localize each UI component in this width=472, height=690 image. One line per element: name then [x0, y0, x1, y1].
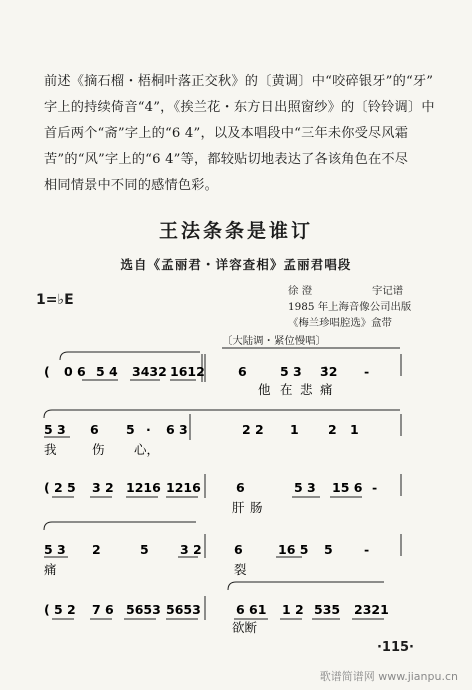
tune-label: 〔大陆调・紧位慢唱〕 [222, 335, 326, 347]
slur-row2 [44, 410, 400, 418]
note-r1-5: 6 [238, 364, 247, 379]
note-r1-4: 1612 [170, 364, 205, 379]
note-r3-8: - [372, 480, 378, 495]
lyric-r2-2: 伤 [92, 442, 105, 457]
note-r3-6: 5 3 [294, 480, 316, 495]
lyric-r3-1: 肝 [232, 500, 245, 515]
paragraph-line-3: 首后两个“斋”字上的“6 4”，以及本唱段中“三年未你受尽风霜 [44, 126, 409, 141]
credit-publisher: 1985 年上海音像公司出版 [288, 301, 412, 313]
note-r1-6: 5 3 [280, 364, 302, 379]
song-title: 王法条条是谁订 [158, 220, 313, 242]
note-r2-7: 1 [290, 422, 299, 437]
note-r2-8: 2 [328, 422, 337, 437]
lyric-r1-1: 他 [258, 382, 271, 397]
note-r5-5: 6 61 [236, 602, 267, 617]
note-r4-7: 5 [324, 542, 333, 557]
note-r1-2: 5 4 [96, 364, 118, 379]
note-r2-6: 2 2 [242, 422, 264, 437]
note-r4-3: 5 [140, 542, 149, 557]
note-r3-5: 6 [236, 480, 245, 495]
lyric-r2-1: 我 [44, 442, 57, 457]
note-r5-6: 1 2 [282, 602, 304, 617]
slur-row5 [228, 582, 384, 590]
paragraph-line-1: 前述《摘石榴・梧桐叶落正交秋》的〔黄调〕中“咬碎银牙”的“牙” [44, 74, 434, 89]
note-r3-2: 3 2 [92, 480, 114, 495]
lyric-r1-4: 痛 [320, 382, 333, 397]
paragraph-line-4: 苦”的“风”字上的“6 4”等，都较贴切地表达了各该角色在不尽 [44, 152, 409, 167]
paren-row3: ( [44, 480, 50, 495]
note-r4-8: - [364, 542, 370, 557]
note-r2-3: 5 [126, 422, 135, 437]
paren-row1: ( [44, 364, 50, 379]
paren-row5: ( [44, 602, 50, 617]
note-r3-4: 1216 [166, 480, 201, 495]
slur-row4 [44, 522, 196, 530]
lyric-r5-1: 欲断 [232, 620, 258, 635]
note-r4-5: 6 [234, 542, 243, 557]
song-subtitle: 选自《孟丽君・详容查相》孟丽君唱段 [120, 257, 352, 272]
watermark: 歌谱简谱网 www.jianpu.cn [319, 670, 458, 683]
note-r3-1: 2 5 [54, 480, 76, 495]
note-r2-1: 5 3 [44, 422, 66, 437]
paragraph-line-5: 相同情景中不同的感情色彩。 [44, 178, 219, 193]
note-r4-2: 2 [92, 542, 101, 557]
note-r5-1: 5 2 [54, 602, 76, 617]
page-number: ·115· [376, 640, 414, 655]
note-r5-4: 5653 [166, 602, 201, 617]
lyric-r4-1: 痛 [44, 562, 57, 577]
lyric-r1-3: 悲 [300, 382, 313, 397]
note-r3-3: 1216 [126, 480, 161, 495]
note-r3-7: 15 6 [332, 480, 363, 495]
note-r4-6: 16 5 [278, 542, 309, 557]
note-r5-8: 2321 [354, 602, 389, 617]
note-r1-3: 3432 [132, 364, 167, 379]
note-r1-8: - [364, 364, 370, 379]
note-r2-4: · [146, 422, 151, 437]
lyric-r4-2: 裂 [234, 562, 247, 577]
lyric-r2-3: 心， [134, 442, 160, 457]
paragraph-line-2: 字上的持续倚音“4”，《挨兰花・东方日出照窗纱》的〔铃铃调〕中 [44, 100, 435, 115]
note-r2-9: 1 [350, 422, 359, 437]
lyric-r1-2: 在 [280, 382, 293, 397]
lyric-r3-2: 肠 [250, 500, 263, 515]
note-r4-4: 3 2 [180, 542, 202, 557]
note-r5-7: 535 [314, 602, 341, 617]
credit-transcriber-name: 徐 澄 [288, 285, 313, 297]
key-signature: 1=♭E [36, 292, 74, 308]
note-r5-3: 5653 [126, 602, 161, 617]
credit-album: 《梅兰珍唱腔选》盒带 [288, 317, 392, 329]
note-r4-1: 5 3 [44, 542, 66, 557]
note-r5-2: 7 6 [92, 602, 114, 617]
note-r2-5: 6 3 [166, 422, 188, 437]
note-r2-2: 6 [90, 422, 99, 437]
credit-transcriber-role: 宇记谱 [372, 285, 404, 297]
note-r1-7: 3̇2 [320, 364, 338, 379]
slur-row1-left [60, 352, 200, 360]
note-r1-1: 0 6 [64, 364, 86, 379]
